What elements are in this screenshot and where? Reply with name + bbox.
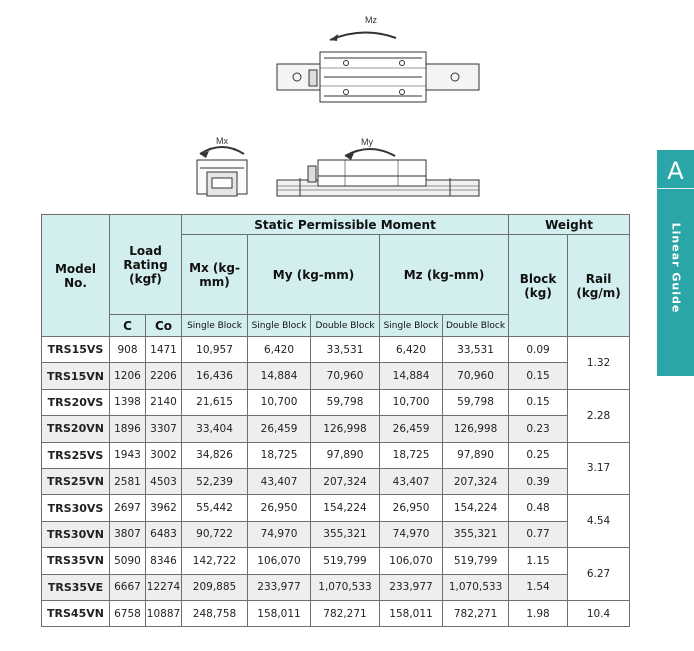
mx-cell: 209,885 [182,574,248,600]
my-double-cell: 355,321 [311,521,380,547]
block-weight-cell: 0.39 [509,468,568,494]
my-double-header: Double Block [311,315,380,337]
load-rating-header: Load Rating (kgf) [110,215,182,315]
mx-cell: 34,826 [182,442,248,468]
mz-single-cell: 14,884 [380,363,443,389]
c-cell: 5090 [110,548,146,574]
model-cell: TRS25VN [42,468,110,494]
my-double-cell: 519,799 [311,548,380,574]
mz-single-cell: 26,950 [380,495,443,521]
mz-double-cell: 782,271 [443,600,509,626]
mz-single-header: Single Block [380,315,443,337]
block-weight-cell: 1.54 [509,574,568,600]
block-weight-cell: 0.23 [509,416,568,442]
rail-weight-cell: 4.54 [568,495,630,548]
mz-single-cell: 233,977 [380,574,443,600]
model-cell: TRS30VS [42,495,110,521]
mz-single-cell: 10,700 [380,389,443,415]
mx-cell: 10,957 [182,337,248,363]
table-row [42,495,630,521]
table-row [42,416,630,442]
model-cell: TRS20VS [42,389,110,415]
block-weight-cell: 0.15 [509,389,568,415]
end-view-diagram [197,136,247,196]
mz-double-cell: 355,321 [443,521,509,547]
c-cell: 1896 [110,416,146,442]
table-row [42,600,630,626]
mz-double-cell: 519,799 [443,548,509,574]
rail-weight-header: Rail (kg/m) [568,235,630,337]
c-cell: 1943 [110,442,146,468]
c-cell: 908 [110,337,146,363]
my-single-cell: 18,725 [248,442,311,468]
mx-single-header: Single Block [182,315,248,337]
my-double-cell: 70,960 [311,363,380,389]
model-cell: TRS35VE [42,574,110,600]
my-double-cell: 154,224 [311,495,380,521]
mz-header: Mz (kg-mm) [380,235,509,315]
side-view-diagram [277,137,479,196]
mz-label: Mz [365,15,377,25]
mx-cell: 33,404 [182,416,248,442]
table-row [42,468,630,494]
model-cell: TRS20VN [42,416,110,442]
static-moment-header: Static Permissible Moment [182,215,509,235]
mz-double-cell: 1,070,533 [443,574,509,600]
co-cell: 3307 [146,416,182,442]
weight-header: Weight [509,215,630,235]
my-single-header: Single Block [248,315,311,337]
co-cell: 10887 [146,600,182,626]
block-weight-cell: 0.25 [509,442,568,468]
co-cell: 8346 [146,548,182,574]
mx-cell: 90,722 [182,521,248,547]
c-cell: 3807 [110,521,146,547]
my-double-cell: 782,271 [311,600,380,626]
mz-single-cell: 74,970 [380,521,443,547]
my-single-cell: 26,459 [248,416,311,442]
block-weight-cell: 0.48 [509,495,568,521]
my-double-cell: 33,531 [311,337,380,363]
rail-weight-cell: 3.17 [568,442,630,495]
mz-single-cell: 6,420 [380,337,443,363]
mz-double-cell: 70,960 [443,363,509,389]
mz-single-cell: 43,407 [380,468,443,494]
model-cell: TRS35VN [42,548,110,574]
c-cell: 1206 [110,363,146,389]
co-header: Co [146,315,182,337]
my-single-cell: 158,011 [248,600,311,626]
c-cell: 6758 [110,600,146,626]
my-double-cell: 207,324 [311,468,380,494]
mx-label: Mx [216,136,228,146]
model-cell: TRS30VN [42,521,110,547]
mz-arrow-icon [330,32,396,40]
my-single-cell: 233,977 [248,574,311,600]
table-row [42,521,630,547]
model-cell: TRS15VN [42,363,110,389]
c-cell: 6667 [110,574,146,600]
model-cell: TRS15VS [42,337,110,363]
block-weight-header: Block (kg) [509,235,568,337]
mz-single-cell: 158,011 [380,600,443,626]
mz-single-cell: 18,725 [380,442,443,468]
my-single-cell: 106,070 [248,548,311,574]
mx-cell: 142,722 [182,548,248,574]
co-cell: 3962 [146,495,182,521]
co-cell: 1471 [146,337,182,363]
my-single-cell: 43,407 [248,468,311,494]
table-row [42,337,630,363]
mz-double-cell: 126,998 [443,416,509,442]
rail-weight-cell: 10.4 [568,600,630,626]
c-header: C [110,315,146,337]
my-double-cell: 1,070,533 [311,574,380,600]
rail-weight-cell: 6.27 [568,548,630,601]
mz-double-cell: 207,324 [443,468,509,494]
mz-double-cell: 97,890 [443,442,509,468]
my-double-cell: 126,998 [311,416,380,442]
my-single-cell: 26,950 [248,495,311,521]
my-header: My (kg-mm) [248,235,380,315]
co-cell: 3002 [146,442,182,468]
my-single-cell: 14,884 [248,363,311,389]
table-row [42,363,630,389]
co-cell: 2140 [146,389,182,415]
chapter-letter: A [657,154,694,189]
table-row [42,389,630,415]
c-cell: 2581 [110,468,146,494]
chapter-tab [657,150,694,376]
mz-single-cell: 106,070 [380,548,443,574]
block-weight-cell: 0.77 [509,521,568,547]
model-header: Model No. [42,215,110,337]
mz-double-header: Double Block [443,315,509,337]
model-cell: TRS45VN [42,600,110,626]
mx-cell: 16,436 [182,363,248,389]
top-view-diagram [277,15,479,102]
my-single-cell: 10,700 [248,389,311,415]
model-cell: TRS25VS [42,442,110,468]
co-cell: 12274 [146,574,182,600]
co-cell: 2206 [146,363,182,389]
rail-weight-cell: 2.28 [568,389,630,442]
mz-double-cell: 154,224 [443,495,509,521]
mz-single-cell: 26,459 [380,416,443,442]
mx-cell: 21,615 [182,389,248,415]
spec-table [41,214,630,627]
mx-cell: 55,442 [182,495,248,521]
my-label: My [361,137,373,147]
co-cell: 4503 [146,468,182,494]
c-cell: 2697 [110,495,146,521]
moment-diagram [0,0,694,212]
my-double-cell: 97,890 [311,442,380,468]
mz-double-cell: 59,798 [443,389,509,415]
co-cell: 6483 [146,521,182,547]
my-single-cell: 74,970 [248,521,311,547]
block-weight-cell: 0.15 [509,363,568,389]
table-row [42,442,630,468]
my-single-cell: 6,420 [248,337,311,363]
block-weight-cell: 1.98 [509,600,568,626]
chapter-label: Linear Guide [669,222,682,314]
table-row [42,548,630,574]
table-row [42,574,630,600]
block-weight-cell: 0.09 [509,337,568,363]
mx-cell: 248,758 [182,600,248,626]
mz-double-cell: 33,531 [443,337,509,363]
rail-weight-cell: 1.32 [568,337,630,390]
mx-cell: 52,239 [182,468,248,494]
c-cell: 1398 [110,389,146,415]
mx-header: Mx (kg-mm) [182,235,248,315]
block-weight-cell: 1.15 [509,548,568,574]
my-double-cell: 59,798 [311,389,380,415]
